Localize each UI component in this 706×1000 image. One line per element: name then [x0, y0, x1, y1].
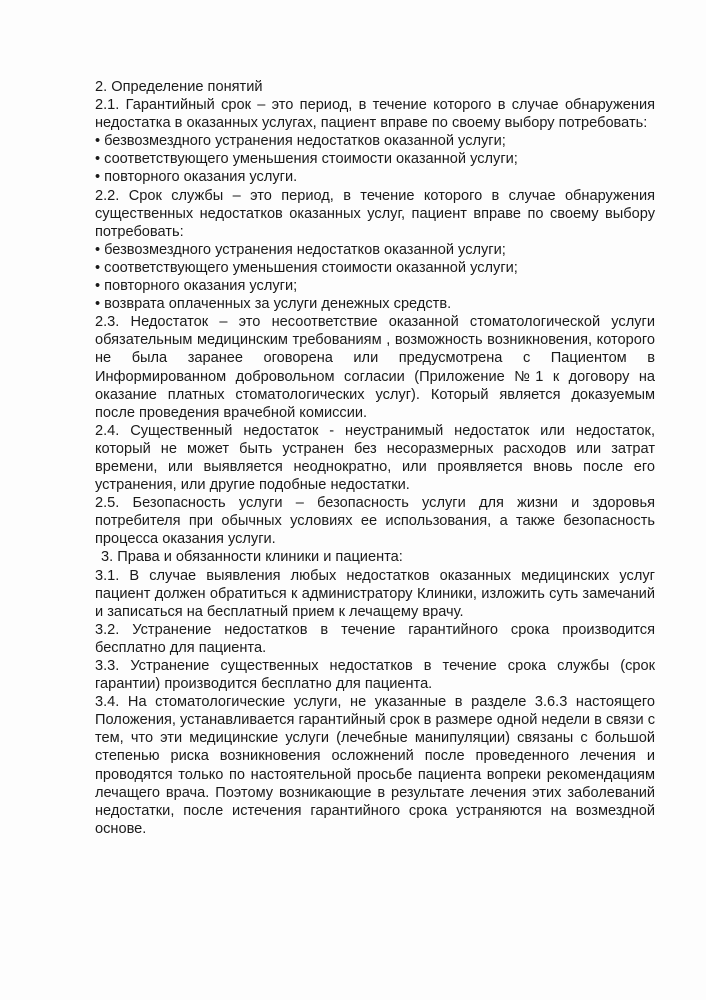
list-item [95, 132, 655, 150]
paragraph-2-1: 2.1. Гарантийный срок – это период, в течение которого в случае обнаружения недостатка в оказанных услугах, пациент вправе по своему выбору потребовать: [95, 97, 655, 132]
list-item [95, 150, 655, 168]
list-item [95, 241, 655, 259]
section-3-heading: 3. Права и обязанности клиники и пациента: [101, 549, 403, 566]
section-2-heading: 2. Определение понятий [95, 79, 263, 95]
paragraph-3-3: 3.3. Устранение существенных недостатков в течение срока службы (срок гарантии) производится бесплатно для пациента. [95, 658, 655, 693]
list-item-text: соответствующего уменьшения стоимости оказанной услуги; [104, 151, 518, 168]
list-item [95, 168, 655, 186]
list-item [95, 259, 655, 277]
paragraph-3-2: 3.2. Устранение недостатков в течение гарантийного срока производится бесплатно для пациента. [95, 621, 655, 656]
paragraph-2-3: 2.3. Недостаток – это несоответствие оказанной стоматологической услуги обязательным медицинским требованиям , возможность возникновения, которого не была заранее оговорена или предусмотрена с Пациентом в Информированном добровольном согласии (Приложение №1 к договору на оказание платных стоматологических услуг). Который является доказуемым после проведения врачебной комиссии. [95, 314, 655, 421]
paragraph-3-1: 3.1. В случае выявления любых недостатков оказанных медицинских услуг пациент должен обратиться к администратору Клиники, изложить суть замечаний и записаться на бесплатный прием к лечащему врачу. [95, 567, 655, 620]
list-item-text: повторного оказания услуги; [104, 278, 298, 295]
paragraph-2-4: 2.4. Существенный недостаток - неустранимый недостаток или недостаток, который не может быть устранен без несоразмерных расходов или затрат времени, или выявляется неоднократно, или проявляется вновь после его устранения, или другие подобные недостатки. [95, 422, 655, 494]
list-item-text: соответствующего уменьшения стоимости оказанной услуги; [104, 259, 518, 276]
list-item-text: безвозмездного устранения недостатков оказанной услуги; [104, 133, 506, 150]
paragraph-2-5: 2.5. Безопасность услуги – безопасность услуги для жизни и здоровья потребителя при обычных условиях ее использования, а также безопасность процесса оказания услуги. [95, 495, 655, 548]
document-body [95, 78, 655, 838]
list-item-text: безвозмездного устранения недостатков оказанной услуги; [104, 241, 506, 258]
paragraph-2-2: 2.2. Срок службы – это период, в течение которого в случае обнаружения существенных недостатков оказанных услуг, пациент вправе по своему выбору потребовать: [95, 187, 655, 240]
list-item-text: возврата оплаченных за услуги денежных средств. [104, 296, 452, 313]
paragraph-3-4: 3.4. На стоматологические услуги, не указанные в разделе 3.6.3 настоящего Положения, устанавливается гарантийный срок в размере одной недели в связи с тем, что эти медицинские услуги (лечебные манипуляции) связаны с большой степенью риска возникновения осложнений после проведенного лечения и проводятся только по настоятельной просьбе пациента вопреки рекомендациям лечащего врача. Поэтому возникающие в результате лечения этих заболеваний недостатки, после истечения гарантийного срока устраняются на возмездной основе. [95, 694, 655, 837]
list-item-text: повторного оказания услуги. [104, 169, 298, 186]
list-item [95, 295, 655, 313]
list-item [95, 277, 655, 295]
